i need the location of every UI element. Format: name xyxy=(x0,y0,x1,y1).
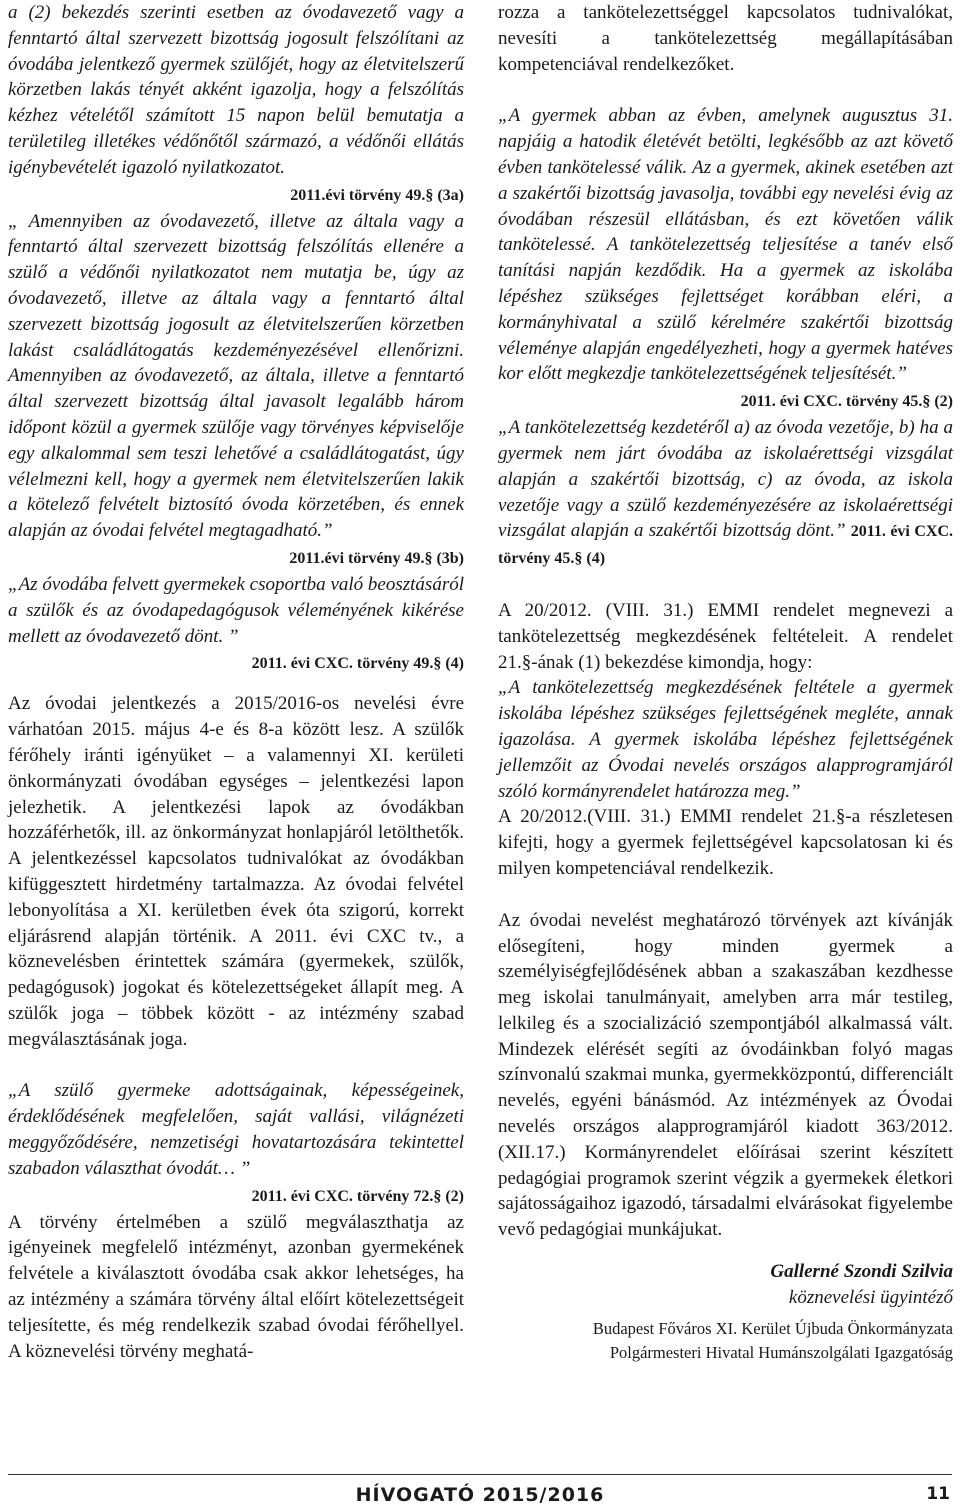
quote-paragraph xyxy=(498,415,953,572)
footer-title: HÍVOGATÓ 2015/2016 xyxy=(355,1484,605,1506)
paragraph: A 20/2012.(VIII. 31.) EMMI rendelet 21.§-a részletesen kifejti, hogy a gyermek fejlettségével kapcsolatosan ki és milyen kompetenciával rendelkezik. xyxy=(498,806,953,879)
quote-paragraph: „A szülő gyermeke adottságainak, képességeinek, érdeklődésének megfelelően, saját vallási, világnézeti meggyőződésére, nemzetiségi hovatartozására tekintettel szabadon választhat óvodát… ” xyxy=(8,1080,464,1179)
law-citation: 2011.évi törvény 49.§ (3a) xyxy=(290,186,464,204)
paragraph: A 20/2012. (VIII. 31.) EMMI rendelet megnevezi a tankötelezettség megkezdésének feltételeit. A rendelet 21.§-ának (1) bekezdése kimondja, hogy: xyxy=(498,599,953,673)
organization-line: Polgármesteri Hivatal Humánszolgálati Igazgatóság xyxy=(609,1342,953,1362)
law-citation: 2011. évi CXC. törvény 45.§ (4) xyxy=(498,523,953,568)
paragraph: Az óvodai nevelést meghatározó törvények azt kívánják elősegíteni, hogy minden gyermek a személyiségfejlődésének abban a szakaszában kezdhesse meg iskolai tanulmányait, amelyben arra már testileg, lelkileg és a szocializáció szempontjából alkalmassá vált. Mindezek elérését segíti az óvodáinkban folyó magas színvonalú szakmai munka, gyermekközpontú, differenciált nevelés, egyéni bánásmód. Az intézmények az Óvodai nevelés országos alapprogramjáról kiadott 363/2012.(XII.17.) Kormányrendelet előírásai szerint készített pedagógiai programok szerint végzik a gyermekek életkori sajátosságaihoz igazodó, társadalmi elvárásokat figyelembe vevő pedagógiai munkájukat. xyxy=(498,909,953,1241)
page-number: 11 xyxy=(926,1484,950,1504)
quote-paragraph: „ Amennyiben az óvodavezető, illetve az általa vagy a fenntartó által szervezett bizottság felszólítás ellenére a szülő a védőnői nyilatkozatot nem mutatja be, úgy az óvodavezető, illetve az általa vagy a fenntartó által szervezett bizottság jogosult az életvitelszerűen körzetben lakást családlátogatás kezdeményezésével ellenőrizni. Amennyiben az óvodavezető, az általa, illetve a fenntartó által szervezett bizottság által javasolt legalább három időpont közül a gyermek szülője vagy törvényes képviselője egy alkalommal sem teszi lehetővé a családlátogatást, úgy vélelmezni kell, hogy a gyermek nem életvitelszerűen lakik a kötelező felvételt biztosító óvoda körzetében, és ennek alapján az óvodai felvétel megtagadható.” xyxy=(8,210,464,542)
paragraph: a (2) bekezdés szerinti esetben az óvodavezető vagy a fenntartó által szervezett bizottság jogosult felszólítani az óvodába jelentkező gyermek szülőjét, hogy az életvitelszerű körzetben lakás tényét akként igazolja, hogy a felszólítás kézhez vételétől számított 15 napon belül bemutatja a területileg illetékes védőnőtől származó, a védőnői ellátás igénybevételét igazoló nyilatkozatot. xyxy=(8,2,464,178)
paragraph: Az óvodai jelentkezés a 2015/2016-os nevelési évre várhatóan 2015. május 4-e és 8-a között lesz. A szülők férőhely iránti igényüket – a valamennyi XI. kerületi önkormányzati óvodában egységes – jelentkezési lapon jelezhetik. A jelentkezési lapok az óvodákban hozzáférhetők, ill. az önkormányzat honlapjáról letölthetők. A jelentkezéssel kapcsolatos tudnivalókat az óvodákban kifüggesztett hirdetmény tartalmazza. Az óvodai felvétel lebonyolítása a XI. kerületben évek óta szigorú, korrekt eljárásrend alapján történik. A 2011. évi CXC tv., a köznevelésben érintettek számára (gyermekek, szülők, pedagógusok) jogokat és kötelezettségeket állapít meg. A szülők joga – többek között - az intézmény szabad megválasztásának joga. xyxy=(8,693,464,1050)
right-column xyxy=(498,0,953,1365)
paragraph: A törvény értelmében a szülő megválaszthatja az igényeinek megfelelő intézményt, azonban gyermekének felvétele a kiválasztott óvodába csak akkor lehetséges, ha az intézmény a számára törvény által előírt kötelezettségeit teljesítette, és még rendelkezik szabad óvodai férőhellyel. A köznevelési törvény meghatá- xyxy=(8,1211,464,1362)
law-citation: 2011. évi CXC. törvény 49.§ (4) xyxy=(251,655,464,673)
left-column xyxy=(8,0,464,1364)
quote-paragraph: „A tankötelezettség megkezdésének feltétele a gyermek iskolába lépéshez szükséges fejlettségének megléte, annak igazolása. A gyermek iskolába lépéshez fejlettségének jellemzőit az Óvodai nevelés országos alapprogramjáról szóló kormányrendelet határozza meg.” xyxy=(498,677,953,802)
spacer xyxy=(498,77,953,103)
organization-line: Budapest Főváros XI. Kerület Újbuda Önkormányzata xyxy=(592,1318,953,1338)
spacer xyxy=(498,572,953,598)
footer-divider xyxy=(8,1474,952,1475)
law-citation: 2011. évi CXC. törvény 72.§ (2) xyxy=(251,1187,464,1205)
author-role: köznevelési ügyintéző xyxy=(788,1286,953,1308)
quote-paragraph: „A gyermek abban az évben, amelynek augusztus 31. napjáig a hatodik életévét betölti, legkésőbb az azt követő évben tankötelessé válik. Az a gyermek, akinek esetében azt a szakértői bizottság javasolja, további egy nevelési évig az óvodában részesül ellátásban, és ezt követően válik tankötelessé. A tankötelezettség teljesítése a tanév első tanítási napján kezdődik. Ha a gyermek az iskolába lépéshez szükséges fejlettséget korábban eléri, a kormányhivatal a szülő kérelmére szakértői bizottság véleménye alapján engedélyezheti, hogy a gyermek hatéves kor előtt megkezdje tankötelezettségének teljesítését.” xyxy=(498,105,953,385)
quote-paragraph: „Az óvodába felvett gyermekek csoportba való beosztásáról a szülők és az óvodapedagógusok véleményének kikérése mellett az óvodavezető dönt. ” xyxy=(8,573,464,647)
organization xyxy=(498,1317,953,1365)
law-citation: 2011.évi törvény 49.§ (3b) xyxy=(289,549,464,567)
law-citation: 2011. évi CXC. törvény 45.§ (2) xyxy=(740,393,953,411)
author-name: Gallerné Szondi Szilvia xyxy=(770,1261,953,1283)
spacer xyxy=(8,1052,464,1078)
quote-text: „A tankötelezettség kezdetéről a) az óvoda vezetője, b) ha a gyermek nem járt óvodába az iskolaérettségi vizsgálat alapján a szakértői bizottság, c) az óvoda, az iskola vezetője vagy a szülő kezdeményezésére az iskolaérettségi vizsgálat alapján a szakértői bizottság dönt.” xyxy=(498,417,953,542)
paragraph: rozza a tankötelezettséggel kapcsolatos tudnivalókat, nevesíti a tankötelezettség megállapításában kompetenciával rendelkezőket. xyxy=(498,2,953,75)
spacer xyxy=(498,1243,953,1259)
spacer xyxy=(498,882,953,908)
spacer xyxy=(8,677,464,691)
